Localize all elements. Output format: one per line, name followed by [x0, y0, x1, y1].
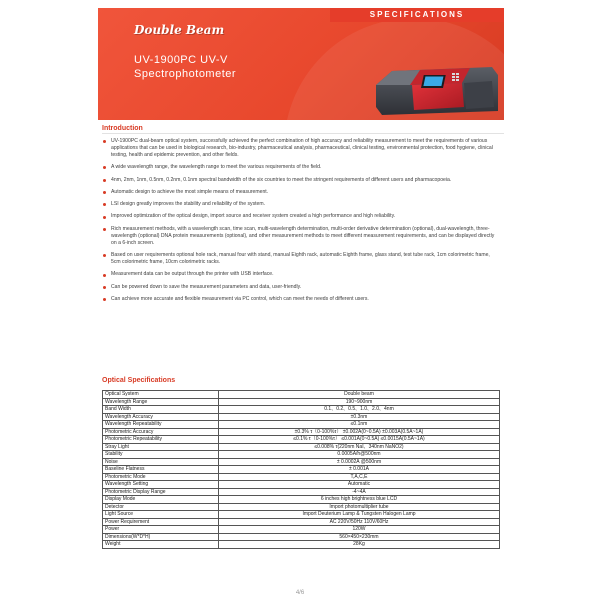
spec-value: ≤0.008% τ(220nm NaI、340nm NaNO2): [219, 443, 500, 451]
spec-label: Photometric Accuracy: [103, 428, 219, 436]
list-item: Based on user requirements optional hole rack, manual four with stand, manual Eighth rack, automatic Eighth frame, glass stand, test tube rack, 1cm colorimetric frame, 5cm colorimetric frame, 10cm colorimetric racks.: [102, 252, 500, 266]
product-title-line2: Spectrophotometer: [134, 68, 237, 80]
spec-label: Weight: [103, 541, 219, 549]
table-row: [103, 541, 500, 549]
spec-value: ≤0.1% τ（0-100%τ） ≤0.001A(0~0.5A) ≤0.0015A(0.5A~1A): [219, 436, 500, 444]
table-row: [103, 533, 500, 541]
spec-label: Wavelength Range: [103, 398, 219, 406]
introduction-list: [102, 138, 500, 308]
spectrophotometer-image: [372, 55, 500, 119]
spec-value: 0.1、0.2、0.5、1.0、2.0、4nm: [219, 406, 500, 414]
spec-value: T,A,C,E: [219, 473, 500, 481]
table-row: [103, 511, 500, 519]
spec-label: Detector: [103, 503, 219, 511]
table-row: [103, 391, 500, 399]
spec-value: ±0.3nm: [219, 413, 500, 421]
table-row: [103, 443, 500, 451]
table-row: [103, 436, 500, 444]
list-item: 4nm, 2nm, 1nm, 0.5nm, 0.2nm, 0.1nm spectral bandwidth of the six countries to meet the stringent requirements of different users and pharmacopoeia.: [102, 177, 500, 184]
list-item: Improved optimization of the optical design, import source and receiver system created a high performance and high reliability.: [102, 213, 500, 220]
optical-specifications-table: [102, 390, 500, 549]
table-row: [103, 428, 500, 436]
spec-value: 120W: [219, 526, 500, 534]
spec-label: Stability: [103, 451, 219, 459]
spec-value: Automatic: [219, 481, 500, 489]
spec-label: Baseline Flatness: [103, 466, 219, 474]
table-row: [103, 488, 500, 496]
spec-value: 560×450×230mm: [219, 533, 500, 541]
spec-label: Wavelength Accuracy: [103, 413, 219, 421]
product-title-line1: UV-1900PC UV-V: [134, 54, 228, 66]
list-item: Can be powered down to save the measurement parameters and data, user-friendly.: [102, 284, 500, 291]
spec-label: Power: [103, 526, 219, 534]
spec-label: Photometric Mode: [103, 473, 219, 481]
table-row: [103, 458, 500, 466]
spec-value: ± 0.001A: [219, 466, 500, 474]
list-item: Can achieve more accurate and flexible measurement via PC control, which can meet the needs of different users.: [102, 296, 500, 303]
table-row: [103, 503, 500, 511]
spec-label: Light Source: [103, 511, 219, 519]
table-row: [103, 496, 500, 504]
spec-label: Wavelength Repeatability: [103, 421, 219, 429]
spec-value: ±0.3% τ（0-100%τ） ±0.002A(0~0.5A) ±0.003A(0.5A~1A): [219, 428, 500, 436]
list-item: Measurement data can be output through the printer with USB interface.: [102, 271, 500, 278]
spec-label: Stray Light: [103, 443, 219, 451]
table-row: [103, 526, 500, 534]
spec-value: ≤0.1nm: [219, 421, 500, 429]
table-row: [103, 398, 500, 406]
spec-label: Photometric Repeatability: [103, 436, 219, 444]
table-row: [103, 406, 500, 414]
spec-value: 28Kg: [219, 541, 500, 549]
list-item: LSI design greatly improves the stability and reliability of the system.: [102, 201, 500, 208]
table-row: [103, 481, 500, 489]
list-item: Automatic design to achieve the most simple means of measurement.: [102, 189, 500, 196]
spec-value: Double beam: [219, 391, 500, 399]
list-item: A wide wavelength range, the wavelength range to meet the various requirements of the field.: [102, 164, 500, 171]
list-item: UV-1900PC dual-beam optical system, successfully achieved the perfect combination of high accuracy and reliability measurement to meet the requirements of various applications that can be used in biological research, bio-industry, pharmaceutical analysis, pharmaceutical, clinical testing, environmental protection, food hygiene, clinical testing, health and epidemic prevention, and other fields.: [102, 138, 500, 159]
optical-specifications-heading: Optical Specifications: [102, 377, 176, 384]
table-row: [103, 413, 500, 421]
spec-label: Wavelength Setting: [103, 481, 219, 489]
spec-label: Display Mode: [103, 496, 219, 504]
spec-label: Power Requirement: [103, 518, 219, 526]
table-row: [103, 473, 500, 481]
spec-value: -4~4A: [219, 488, 500, 496]
list-item: Rich measurement methods, with a wavelength scan, time scan, multi-wavelength determination, multi-order derivative determination (optional), dual-wavelength, three- wavelength (optional) DNA protein measurements (optional), and other measurement methods to meet different measurement requirements, and can be displayed directly on a 6-inch screen.: [102, 226, 500, 247]
table-row: [103, 421, 500, 429]
table-row: [103, 451, 500, 459]
spec-value: 0.0005A/h@500nm: [219, 451, 500, 459]
spec-value: Import photomultiplier tube: [219, 503, 500, 511]
spec-value: Import Deuterium Lamp & Tungsten Halogen Lamp: [219, 511, 500, 519]
brand-logo-text: Double Beam: [134, 23, 225, 37]
heading-divider: [102, 133, 504, 134]
spec-value: ± 0.0002A @500nm: [219, 458, 500, 466]
spec-value: 6 inches high brightness blue LCD: [219, 496, 500, 504]
table-row: [103, 518, 500, 526]
spec-label: Band Width: [103, 406, 219, 414]
page-number: 4/6: [295, 590, 305, 596]
spec-label: Optical System: [103, 391, 219, 399]
spec-label: Photometric Display Range: [103, 488, 219, 496]
spec-value: AC 220V/50Hz 110V/60Hz: [219, 518, 500, 526]
spec-value: 190~900nm: [219, 398, 500, 406]
introduction-heading: Introduction: [102, 125, 143, 132]
table-row: [103, 466, 500, 474]
specifications-tab: SPECIFICATIONS: [330, 8, 504, 22]
spec-label: Dimensions(W*D*H): [103, 533, 219, 541]
spec-label: Noise: [103, 458, 219, 466]
